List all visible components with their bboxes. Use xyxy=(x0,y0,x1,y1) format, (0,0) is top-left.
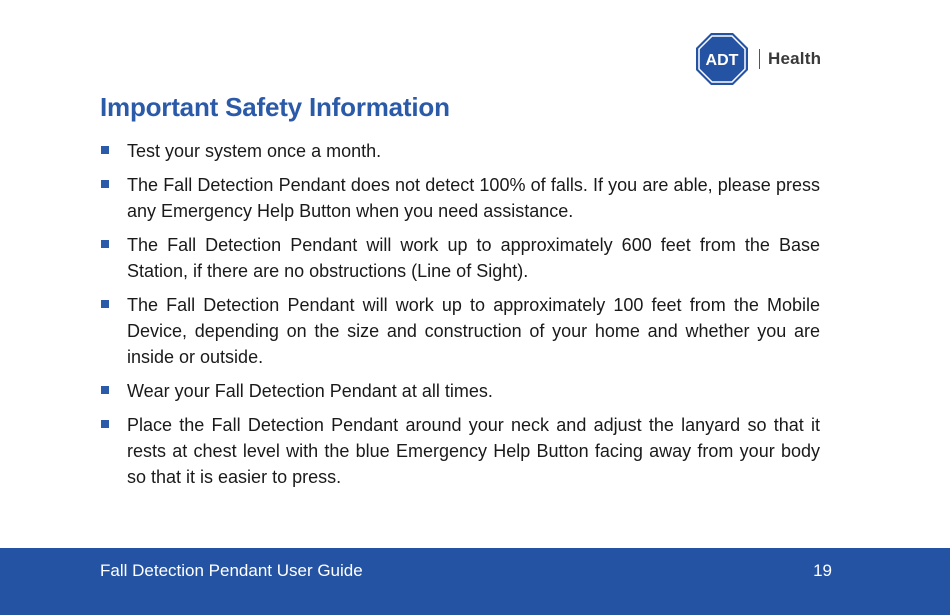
list-item xyxy=(100,172,820,224)
square-bullet-icon xyxy=(101,300,109,308)
adt-octagon-logo-icon xyxy=(695,32,749,86)
list-item-text: Test your system once a month. xyxy=(127,141,382,161)
logo-separator xyxy=(759,49,760,69)
list-item xyxy=(100,232,820,284)
page-title: Important Safety Information xyxy=(100,92,450,122)
safety-list xyxy=(100,138,820,498)
page-footer xyxy=(0,548,950,615)
list-item-text: Wear your Fall Detection Pendant at all times. xyxy=(127,381,493,401)
logo-subtitle: Health xyxy=(768,49,822,68)
list-item-text: The Fall Detection Pendant will work up to approximately 600 feet from the Base Station, if there are no obstructions (Line of Sight). xyxy=(127,235,820,281)
adt-health-logo xyxy=(695,33,821,85)
square-bullet-icon xyxy=(101,146,109,154)
list-item xyxy=(100,292,820,370)
page-number: 19 xyxy=(813,561,832,580)
list-item xyxy=(100,138,820,164)
list-item-text: Place the Fall Detection Pendant around your neck and adjust the lanyard so that it rests at chest level with the blue Emergency Help Button facing away from your body so that it is easier to press. xyxy=(127,415,820,487)
list-item xyxy=(100,412,820,490)
square-bullet-icon xyxy=(101,386,109,394)
list-item-text: The Fall Detection Pendant will work up to approximately 100 feet from the Mobile Device, depending on the size and construction of your home and whether you are inside or outside. xyxy=(127,295,820,367)
logo-text: ADT xyxy=(705,52,739,69)
square-bullet-icon xyxy=(101,240,109,248)
square-bullet-icon xyxy=(101,420,109,428)
footer-guide-title: Fall Detection Pendant User Guide xyxy=(100,561,363,580)
square-bullet-icon xyxy=(101,180,109,188)
list-item xyxy=(100,378,820,404)
list-item-text: The Fall Detection Pendant does not detect 100% of falls. If you are able, please press any Emergency Help Button when you need assistance. xyxy=(127,175,820,221)
